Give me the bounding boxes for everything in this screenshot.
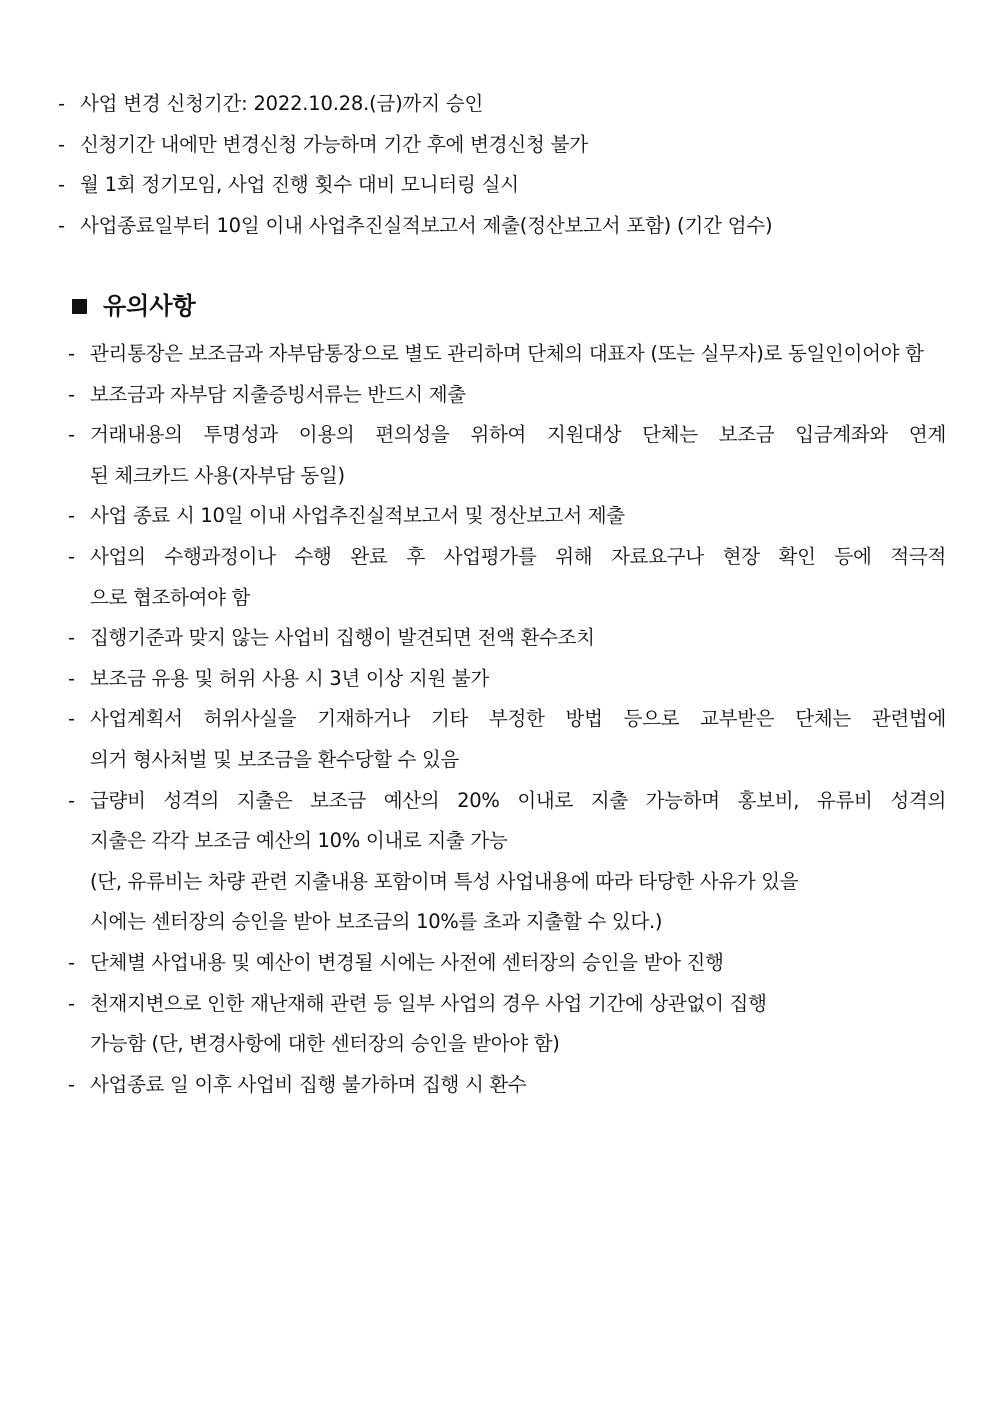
note-line: 의거 형사처벌 및 보조금을 환수당할 수 있음	[90, 747, 460, 771]
dash-bullet: -	[68, 382, 75, 406]
dash-bullet: -	[68, 423, 75, 447]
list-item	[58, 84, 958, 125]
list-item	[68, 375, 946, 416]
list-item	[68, 984, 946, 1065]
note-line: 사업의 수행과정이나 수행 완료 후 사업평가를 위해 자료요구나 현장 확인 등에 적극적	[90, 544, 946, 568]
notes-list	[68, 334, 946, 1105]
dash-bullet: -	[58, 173, 65, 196]
dash-bullet: -	[68, 666, 75, 690]
section-title	[70, 286, 196, 326]
dash-bullet: -	[58, 213, 65, 237]
note-line: 보조금과 자부담 지출증빙서류는 반드시 제출	[90, 382, 466, 406]
dash-bullet: -	[68, 544, 75, 568]
note-line: 으로 협조하여야 함	[90, 585, 251, 609]
list-item	[58, 206, 958, 247]
note-line: 사업계획서 허위사실을 기재하거나 기타 부정한 방법 등으로 교부받은 단체는 관련법에	[90, 707, 946, 731]
dash-bullet: -	[58, 132, 65, 156]
section-title-text: 유의사항	[103, 292, 196, 320]
list-item	[68, 781, 946, 943]
dash-bullet: -	[68, 950, 75, 974]
note-line: 된 체크카드 사용(자부담 동일)	[90, 463, 345, 487]
list-item	[68, 659, 946, 700]
list-item	[58, 125, 958, 166]
list-item-text: 월 1회 정기모임, 사업 진행 횟수 대비 모니터링 실시	[80, 173, 519, 196]
note-line: 관리통장은 보조금과 자부담통장으로 별도 관리하며 단체의 대표자 (또는 실무자)로 동일인이어야 함	[90, 342, 924, 365]
note-line: 시에는 센터장의 승인을 받아 보조금의 10%를 초과 지출할 수 있다.)	[90, 910, 663, 934]
list-item	[68, 943, 946, 984]
list-item	[68, 415, 946, 496]
note-line: 집행기준과 맞지 않는 사업비 집행이 발견되면 전액 환수조치	[90, 626, 595, 650]
list-item	[68, 1065, 946, 1106]
note-line: 지출은 각각 보조금 예산의 10% 이내로 지출 가능	[90, 829, 508, 853]
note-line: 가능함 (단, 변경사항에 대한 센터장의 승인을 받아야 함)	[90, 1032, 560, 1056]
dash-bullet: -	[68, 707, 75, 731]
note-line: 거래내용의 투명성과 이용의 편의성을 위하여 지원대상 단체는 보조금 입금계좌와 연계	[90, 423, 946, 447]
schedule-list	[58, 84, 958, 246]
list-item	[68, 618, 946, 659]
dash-bullet: -	[68, 342, 75, 365]
list-item	[68, 334, 946, 375]
list-item	[68, 699, 946, 780]
dash-bullet: -	[68, 788, 75, 812]
black-square-icon	[72, 299, 87, 314]
dash-bullet: -	[68, 1072, 75, 1096]
dash-bullet: -	[68, 991, 75, 1015]
dash-bullet: -	[68, 504, 75, 528]
dash-bullet: -	[58, 92, 65, 115]
list-item-text: 사업종료일부터 10일 이내 사업추진실적보고서 제출(정산보고서 포함) (기간 엄수)	[80, 213, 773, 237]
note-line: 보조금 유용 및 허위 사용 시 3년 이상 지원 불가	[90, 666, 489, 690]
note-line: 급량비 성격의 지출은 보조금 예산의 20% 이내로 지출 가능하며 홍보비, 유류비 성격의	[90, 788, 946, 812]
note-line: 단체별 사업내용 및 예산이 변경될 시에는 사전에 센터장의 승인을 받아 진행	[90, 950, 724, 974]
list-item	[68, 537, 946, 618]
note-line: (단, 유류비는 차량 관련 지출내용 포함이며 특성 사업내용에 따라 타당한 사유가 있을	[90, 869, 799, 893]
note-line: 천재지변으로 인한 재난재해 관련 등 일부 사업의 경우 사업 기간에 상관없이 집행	[90, 991, 767, 1015]
list-item-text: 신청기간 내에만 변경신청 가능하며 기간 후에 변경신청 불가	[80, 132, 588, 156]
list-item-text: 사업 변경 신청기간: 2022.10.28.(금)까지 승인	[80, 92, 484, 115]
list-item	[58, 165, 958, 206]
dash-bullet: -	[68, 626, 75, 650]
list-item	[68, 496, 946, 537]
note-line: 사업 종료 시 10일 이내 사업추진실적보고서 및 정산보고서 제출	[90, 504, 625, 528]
note-line: 사업종료 일 이후 사업비 집행 불가하며 집행 시 환수	[90, 1072, 527, 1096]
